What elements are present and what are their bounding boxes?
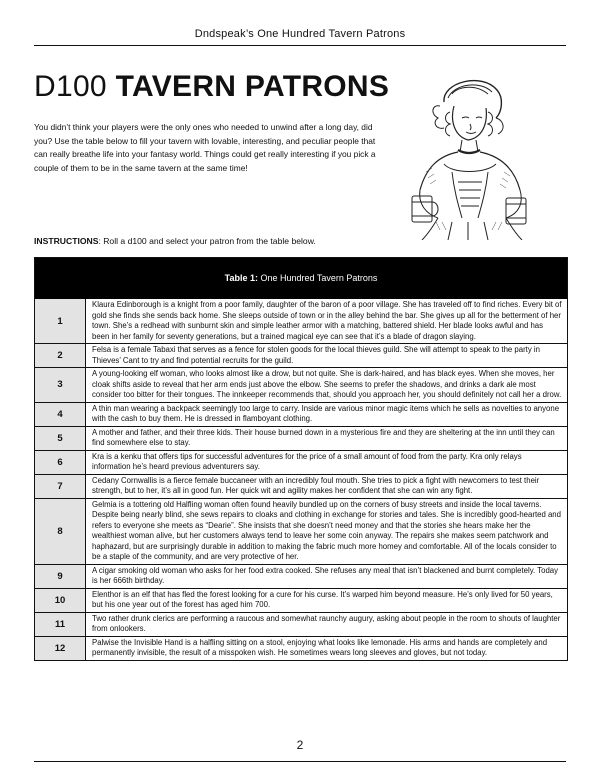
roll-number: 2 bbox=[35, 344, 86, 367]
instructions-text: : Roll a d100 and select your patron from the table below. bbox=[98, 236, 316, 246]
roll-number: 11 bbox=[35, 613, 86, 636]
instructions-label: INSTRUCTIONS bbox=[34, 236, 99, 246]
patron-description: A cigar smoking old woman who asks for her food extra cooked. She refuses any meal that isn’t blackened and burnt completely. Today is her 666th birthday. bbox=[92, 565, 559, 585]
intro-paragraph: You didn’t think your players were the only ones who needed to unwind after a long day, did you? Use the table below to fill your tavern with lovable, interesting, and peculiar people that can really breathe life into your fantasy world. Things could get really interesting if you pick a couple of them to be in the same tavern at the same time! bbox=[34, 122, 376, 173]
patron-description: A thin man wearing a backpack seemingly too large to carry. Inside are various minor magic items which he sells as novelties to anyone with the cash to buy them. He is dressed in flamboyant clothing. bbox=[92, 403, 560, 423]
table-row bbox=[35, 498, 567, 564]
table-row bbox=[35, 474, 567, 498]
table-row bbox=[35, 450, 567, 474]
table-caption-text: One Hundred Tavern Patrons bbox=[257, 273, 378, 283]
roll-number: 4 bbox=[35, 403, 86, 426]
patron-description: Gelmia is a tottering old Halfling woman often found heavily bundled up on the corners of busy streets and inside the local taverns. Despite being nearly blind, she sews repairs to cloaks and clothing in exchange for stories and tales. She is incredibly good-hearted and refers to everyone she meets as “Dearie”. She insists that she doesn’t need money and that the stories she hears make her the wealthiest woman alive, but her customers always tend to leave her some coin anyway. The repairs she makes seem patchwork and haphazard, but are surprisingly durable in addition to making the fabric much more homey and comfortable. All of the locals consider to be a staple of the community, and are very protective of her. bbox=[92, 499, 561, 561]
patron-description: Klaura Edinborough is a knight from a poor family, daughter of the baron of a poor village. She has traveled off to find riches. Every bit of gold she finds she sends back home. She sleeps outside of town or in the alley behind the bar. She gives up all for the betterment of her town. She’s a redhead with sunburnt skin and simple leather armor with a matching, battered shield. Her blade looks awful and has been in her family for seventy generations, but a trained magical eye can see that it’s a blade of dragon slaying. bbox=[92, 300, 562, 341]
patron-description: A mother and father, and their three kids. Their house burned down in a mysterious fire and they are sheltering at the inn until they can find somewhere else to stay. bbox=[92, 427, 555, 447]
patron-description: A young-looking elf woman, who looks almost like a drow, but not quite. She is dark-haired, and has black eyes. When she moves, her cloak shifts aside to reveal that her arm ends just above the elbow. She seems to prefer the shadows, and drinks a dark ale most consider too bitter for their tongues. The innkeeper recommends that, should you approach her, you should definitely not call her a drow. bbox=[92, 369, 562, 399]
table-row bbox=[35, 564, 567, 588]
roll-number: 5 bbox=[35, 427, 86, 450]
title-prefix: D100 bbox=[34, 70, 107, 103]
table-row bbox=[35, 402, 567, 426]
patron-description: Felsa is a female Tabaxi that serves as a fence for stolen goods for the local thieves guild. She will attempt to speak to the party in Thieves’ Cant to try and find potential recruits for the guild. bbox=[92, 345, 540, 365]
roll-number: 6 bbox=[35, 451, 86, 474]
tavern-maid-illustration bbox=[392, 72, 542, 240]
table-caption-label: Table 1: bbox=[224, 273, 258, 283]
roll-number: 12 bbox=[35, 637, 86, 660]
page-number: 2 bbox=[296, 738, 304, 752]
roll-number: 3 bbox=[35, 368, 86, 402]
roll-number: 10 bbox=[35, 589, 86, 612]
roll-number: 9 bbox=[35, 565, 86, 588]
page-title bbox=[34, 70, 389, 104]
title-bold: TAVERN PATRONS bbox=[115, 70, 390, 103]
patron-description: Elenthor is an elf that has fled the forest looking for a cure for his curse. It’s warped him beyond measure. He’s only lived for 50 years, but his one year out of the forest has aged him 700. bbox=[92, 589, 553, 609]
patrons-table bbox=[34, 257, 568, 661]
patron-description: Palwise the Invisible Hand is a halfling sitting on a stool, enjoying what looks like lemonade. His arms and hands are completely and permanently invisible, the result of a misspoken wish. He sometimes wears long sleeves and gloves, but not today. bbox=[92, 637, 548, 657]
patron-description: Kra is a kenku that offers tips for successful adventures for the price of a small amount of food from the party. Kra only relays information he’s heard previous adventurers say. bbox=[92, 451, 522, 471]
table-row bbox=[35, 612, 567, 636]
footer-rule bbox=[34, 761, 566, 762]
header-rule bbox=[34, 45, 566, 46]
table-caption bbox=[35, 258, 567, 299]
table-body bbox=[35, 299, 567, 660]
table-row bbox=[35, 588, 567, 612]
roll-number: 8 bbox=[35, 499, 86, 564]
patron-description: Cedany Cornwallis is a fierce female buccaneer with an incredibly foul mouth. She tries to pick a fight with newcomers to test their strength, but to her, it’s all in good fun. Her quick wit and agility makes her confident that she can win any fight. bbox=[92, 475, 540, 495]
instructions bbox=[34, 236, 316, 246]
roll-number: 1 bbox=[35, 299, 86, 343]
table-row bbox=[35, 343, 567, 367]
patron-description: Two rather drunk clerics are performing a raucous and somewhat raunchy augury, asking about people in the room to shouts of laughter from onlookers. bbox=[92, 613, 561, 633]
running-header: Dndspeak’s One Hundred Tavern Patrons bbox=[194, 28, 406, 40]
table-row bbox=[35, 367, 567, 402]
table-row bbox=[35, 636, 567, 660]
roll-number: 7 bbox=[35, 475, 86, 498]
table-row bbox=[35, 426, 567, 450]
table-row bbox=[35, 299, 567, 343]
